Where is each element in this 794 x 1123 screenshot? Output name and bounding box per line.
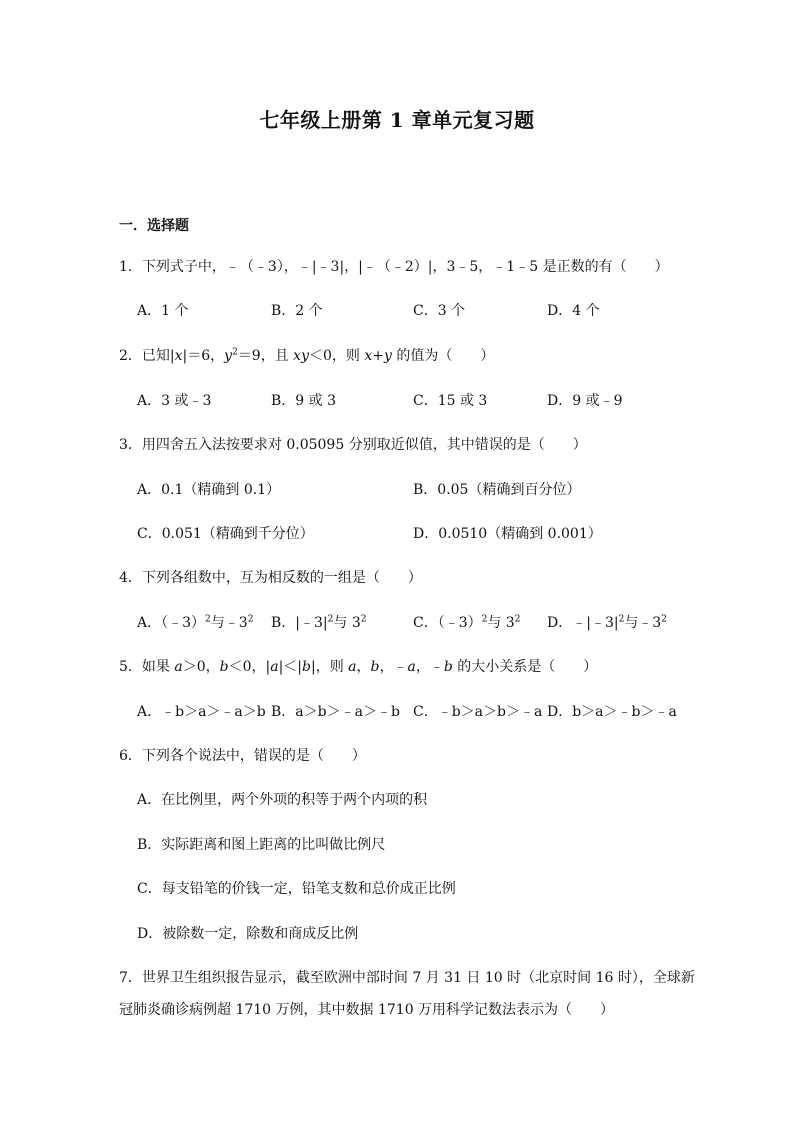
question-5-option-d: D．b＞a＞﹣b＞﹣a	[547, 704, 677, 720]
q2-text: 的值为（ ）	[391, 348, 495, 364]
question-3-option-d: D．0.0510（精确到 0.001）	[413, 526, 602, 542]
q5-var-a: a	[348, 659, 357, 675]
q5-var-b: b	[443, 659, 453, 675]
q4c-text: 与 3	[487, 615, 515, 631]
q5-text: ，	[356, 659, 371, 675]
q2-text: |＝6，	[182, 348, 225, 364]
question-5-stem	[119, 657, 597, 677]
q5-text: ＜0，|	[228, 659, 271, 675]
q2-exponent: 2	[232, 347, 238, 358]
q4a-text: A．（﹣3）	[137, 615, 206, 631]
q5-text: ＞0，	[182, 659, 220, 675]
question-6-option-c: C．每支铅笔的价钱一定，铅笔支数和总价成正比例	[137, 881, 456, 897]
q5-var-a: a	[270, 659, 279, 675]
question-2-option-b: B．9 或 3	[271, 393, 337, 409]
q2-var-y: y	[224, 348, 233, 364]
q5-text: ，﹣	[415, 659, 444, 675]
question-6-stem: 6．下列各个说法中，错误的是（ ）	[119, 748, 366, 764]
q5-var-a: a	[174, 659, 183, 675]
question-6-option-a: A．在比例里，两个外项的积等于两个内项的积	[137, 792, 428, 808]
question-3-option-a: A．0.1（精确到 0.1）	[137, 482, 281, 498]
q4b-exponent: 2	[327, 614, 334, 625]
q2-var-x: x	[174, 348, 183, 364]
q4d-text: 与﹣3	[624, 615, 662, 631]
question-4-option-a	[137, 613, 253, 633]
document-title: 七年级上册第 1 章单元复习题	[259, 108, 535, 132]
q2-text: ＜0，则	[308, 348, 365, 364]
question-3-option-b: B．0.05（精确到百分位）	[413, 482, 581, 498]
question-5-option-a: A．﹣b＞a＞﹣a＞b	[137, 704, 266, 720]
q4a-exponent: 2	[205, 614, 211, 625]
q4d-exponent: 2	[618, 614, 625, 625]
question-7-stem-line-2: 冠肺炎确诊病例超 1710 万例，其中数据 1710 万用科学记数法表示为（ ）	[119, 1002, 615, 1018]
q4c-exponent: 2	[481, 614, 488, 625]
q4b-text: B．|﹣3|	[271, 615, 328, 631]
question-5-option-b: B．a＞b＞﹣a＞﹣b	[271, 704, 400, 720]
q5-text: |，则	[311, 659, 349, 675]
question-3-option-c: C．0.051（精确到千分位）	[137, 526, 314, 542]
question-1-option-c: C．3 个	[413, 303, 466, 319]
q4c-exponent: 2	[514, 614, 521, 625]
q2-text: 2．已知|	[119, 348, 175, 364]
question-1-option-b: B．2 个	[271, 303, 323, 319]
q5-text: ，﹣	[379, 659, 408, 675]
question-2-stem	[119, 346, 494, 366]
question-4-option-c	[413, 613, 520, 633]
question-6-option-d: D．被除数一定，除数和商成反比例	[137, 926, 359, 942]
question-4-option-d	[547, 613, 667, 633]
question-4-option-b	[271, 613, 366, 633]
q5-var-a: a	[407, 659, 416, 675]
q2-text: ＝9，且	[237, 348, 294, 364]
q4a-text: 与﹣3	[210, 615, 248, 631]
q5-text: 的大小关系是（ ）	[452, 659, 598, 675]
q5-var-b: b	[370, 659, 380, 675]
section-heading: 一．选择题	[119, 218, 189, 234]
q2-var-xy: xy	[293, 348, 309, 364]
q4d-exponent: 2	[661, 614, 667, 625]
question-2-option-c: C．15 或 3	[413, 393, 488, 409]
q5-text: |＜|	[278, 659, 303, 675]
question-2-option-a: A．3 或﹣3	[137, 393, 212, 409]
question-5-option-c: C．﹣b＞a＞b＞﹣a	[413, 704, 543, 720]
q4b-exponent: 2	[360, 614, 367, 625]
question-7-stem-line-1: 7．世界卫生组织报告显示，截至欧洲中部时间 7 月 31 日 10 时（北京时间 16 时），全球新	[119, 970, 695, 986]
question-2-option-d: D．9 或﹣9	[547, 393, 623, 409]
question-3-stem: 3．用四舍五入法按要求对 0.05095 分别取近似值，其中错误的是（ ）	[119, 437, 587, 453]
q4c-text: C．（﹣3）	[413, 615, 482, 631]
question-1-option-a: A．1 个	[137, 303, 189, 319]
q5-text: 5．如果	[119, 659, 175, 675]
q5-var-b: b	[302, 659, 311, 675]
q4a-exponent: 2	[247, 614, 254, 625]
q4b-text: 与 3	[333, 615, 361, 631]
q2-var-x-plus-y: x+y	[364, 348, 392, 364]
question-1-option-d: D．4 个	[547, 303, 600, 319]
question-6-option-b: B．实际距离和图上距离的比叫做比例尺	[137, 837, 386, 853]
q5-var-b: b	[219, 659, 229, 675]
q4d-text: D．﹣|﹣3|	[547, 615, 619, 631]
question-4-stem: 4．下列各组数中，互为相反数的一组是（ ）	[119, 570, 422, 586]
question-1-stem: 1．下列式子中，﹣（﹣3），﹣|﹣3|，|﹣（﹣2）|，3﹣5，﹣1﹣5 是正数的有（ ）	[119, 259, 669, 275]
